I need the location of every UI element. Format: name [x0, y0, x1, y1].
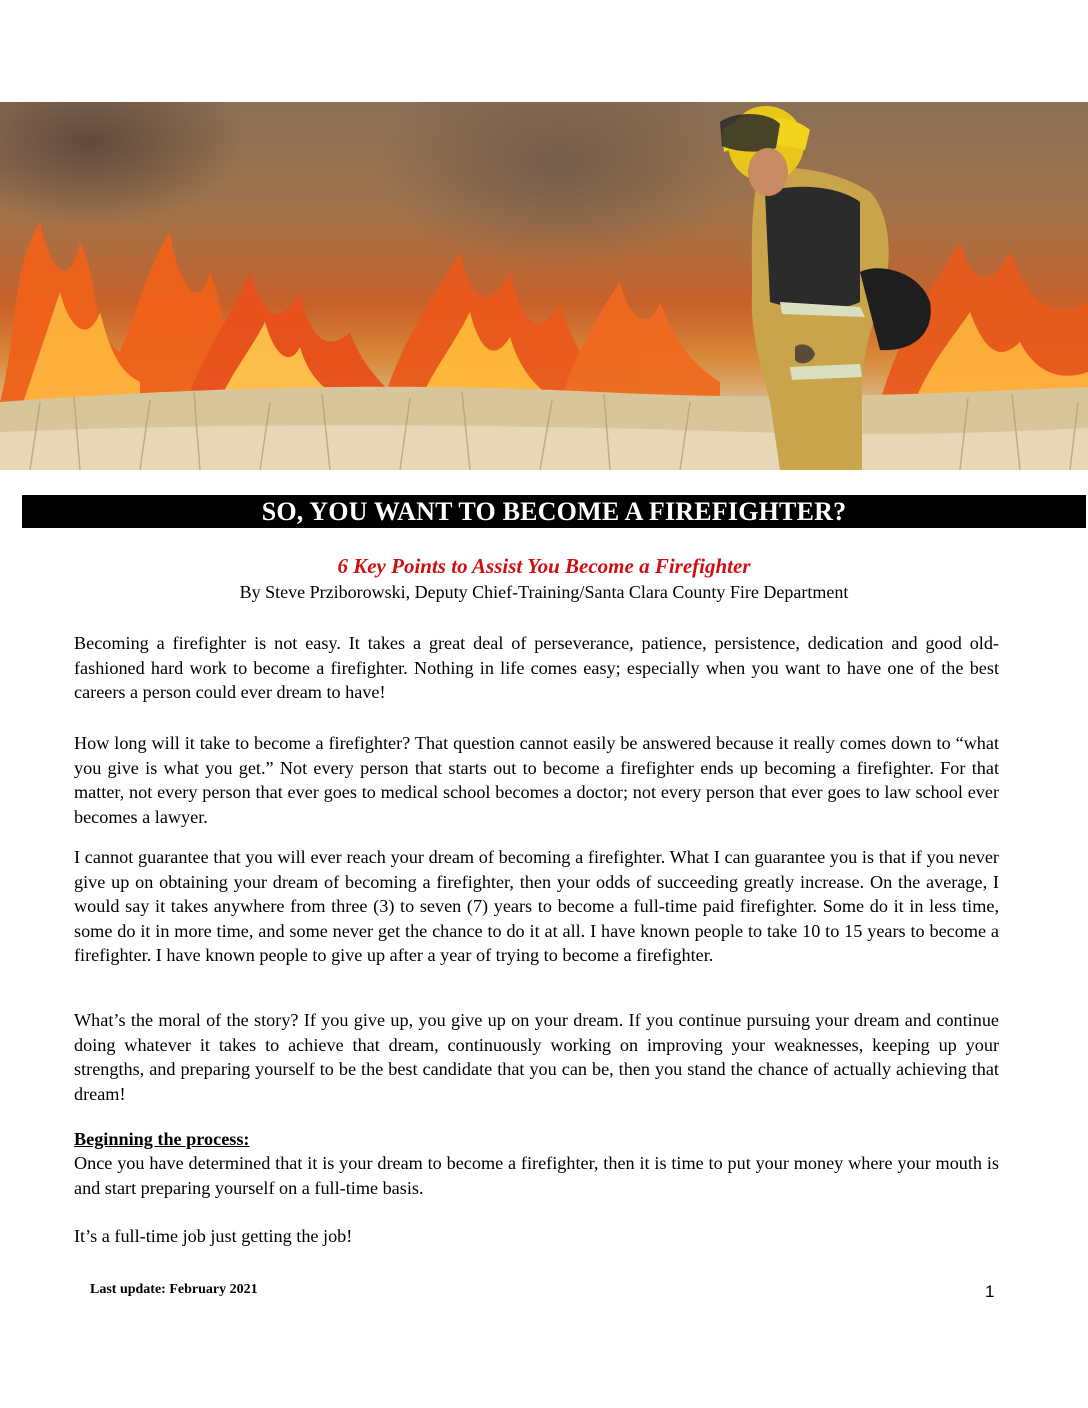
firefighter-wildfire-photo-icon [0, 102, 1088, 470]
section-body: Once you have determined that it is your dream to become a firefighter, then it is time to put your money where your mouth is and start preparing yourself on a full-time basis. [74, 1153, 999, 1198]
paragraph-how-long: How long will it take to become a firefighter? That question cannot easily be answered because it really comes down to “what you give is what you get.” Not every person that starts out to become a firefighter ends up becoming a firefighter. For that matter, not every person that ever goes to medical school becomes a doctor; not every person that ever goes to law school ever becomes a lawyer. [74, 733, 999, 827]
paragraph-guarantee: I cannot guarantee that you will ever reach your dream of becoming a firefighter. What I can guarantee you is that if you never give up on obtaining your dream of becoming a firefighter, then your odds of succeeding greatly increase. On the average, I would say it takes anywhere from three (3) to seven (7) years to become a full-time paid firefighter. Some do it in less time, some do it in more time, and some never get the chance to do it at all. I have known people to take 10 to 15 years to become a firefighter. I have known people to give up after a year of trying to become a firefighter. [74, 847, 999, 965]
page-number: 1 [985, 1282, 995, 1301]
paragraph-intro: Becoming a firefighter is not easy. It takes a great deal of perseverance, patience, persistence, dedication and good old-fashioned hard work to become a firefighter. Nothing in life comes easy; especially when you want to have one of the best careers a person could ever dream to have! [74, 633, 999, 702]
section-closing: It’s a full-time job just getting the job! [74, 1226, 353, 1246]
last-update-note: Last update: February 2021 [90, 1282, 258, 1297]
section-heading: Beginning the process: [74, 1129, 250, 1149]
author-byline: By Steve Prziborowski, Deputy Chief-Training/Santa Clara County Fire Department [239, 582, 849, 602]
paragraph-moral: What’s the moral of the story? If you give up, you give up on your dream. If you continue pursuing your dream and continue doing whatever it takes to achieve that dream, continuously working on improving your weaknesses, keeping up your strengths, and preparing yourself to be the best candidate that you can be, then you stand the chance of actually achieving that dream! [74, 1010, 999, 1104]
header-photo [0, 102, 1088, 470]
document-title: SO, YOU WANT TO BECOME A FIREFIGHTER? [22, 495, 1086, 528]
document-subtitle: 6 Key Points to Assist You Become a Firefighter [337, 554, 751, 578]
